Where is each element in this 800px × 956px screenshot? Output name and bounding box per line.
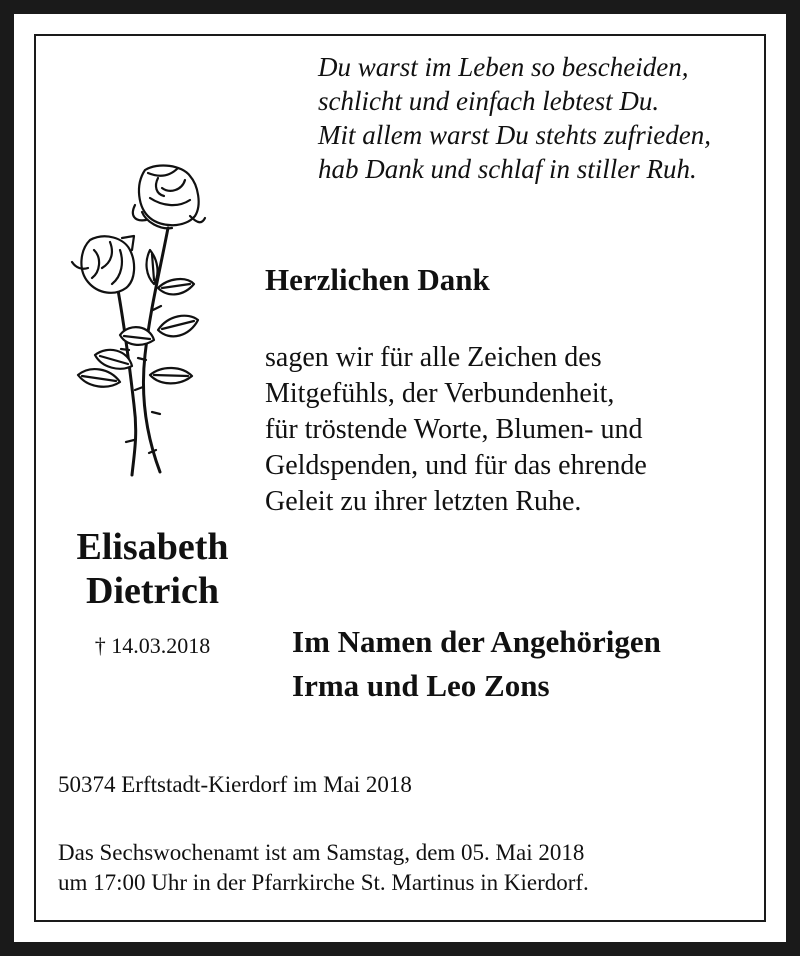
notice-line: Das Sechswochenamt ist am Samstag, dem 05. Mai 2018 [58,840,585,865]
place-date: 50374 Erftstadt-Kierdorf im Mai 2018 [58,772,412,797]
thanks-line: für tröstende Worte, Blumen- und [265,414,643,445]
death-date: † 14.03.2018 [94,633,211,658]
thanks-line: sagen wir für alle Zeichen des [265,342,602,373]
poem-line: hab Dank und schlaf in stiller Ruh. [318,154,697,184]
family-signature [292,620,661,708]
poem-line: Du warst im Leben so bescheiden, [318,52,689,82]
notice-line: um 17:00 Uhr in der Pfarrkirche St. Martinus in Kierdorf. [58,870,589,895]
deceased-first-name: Elisabeth [76,526,229,568]
poem [318,50,711,186]
thanks-heading: Herzlichen Dank [265,262,490,297]
deceased-name [50,525,255,613]
rose-icon [50,150,220,485]
poem-line: schlicht und einfach lebtest Du. [318,86,660,116]
thanks-line: Geleit zu ihrer letzten Ruhe. [265,486,582,517]
poem-line: Mit allem warst Du stehts zufrieden, [318,120,711,150]
family-line: Irma und Leo Zons [292,668,550,703]
deceased-last-name: Dietrich [86,570,219,612]
thanks-line: Geldspenden, und für das ehrende [265,450,647,481]
family-line: Im Namen der Angehörigen [292,624,661,659]
thanks-line: Mitgefühls, der Verbundenheit, [265,378,615,409]
thanks-text [265,340,647,520]
mass-notice [58,838,589,898]
